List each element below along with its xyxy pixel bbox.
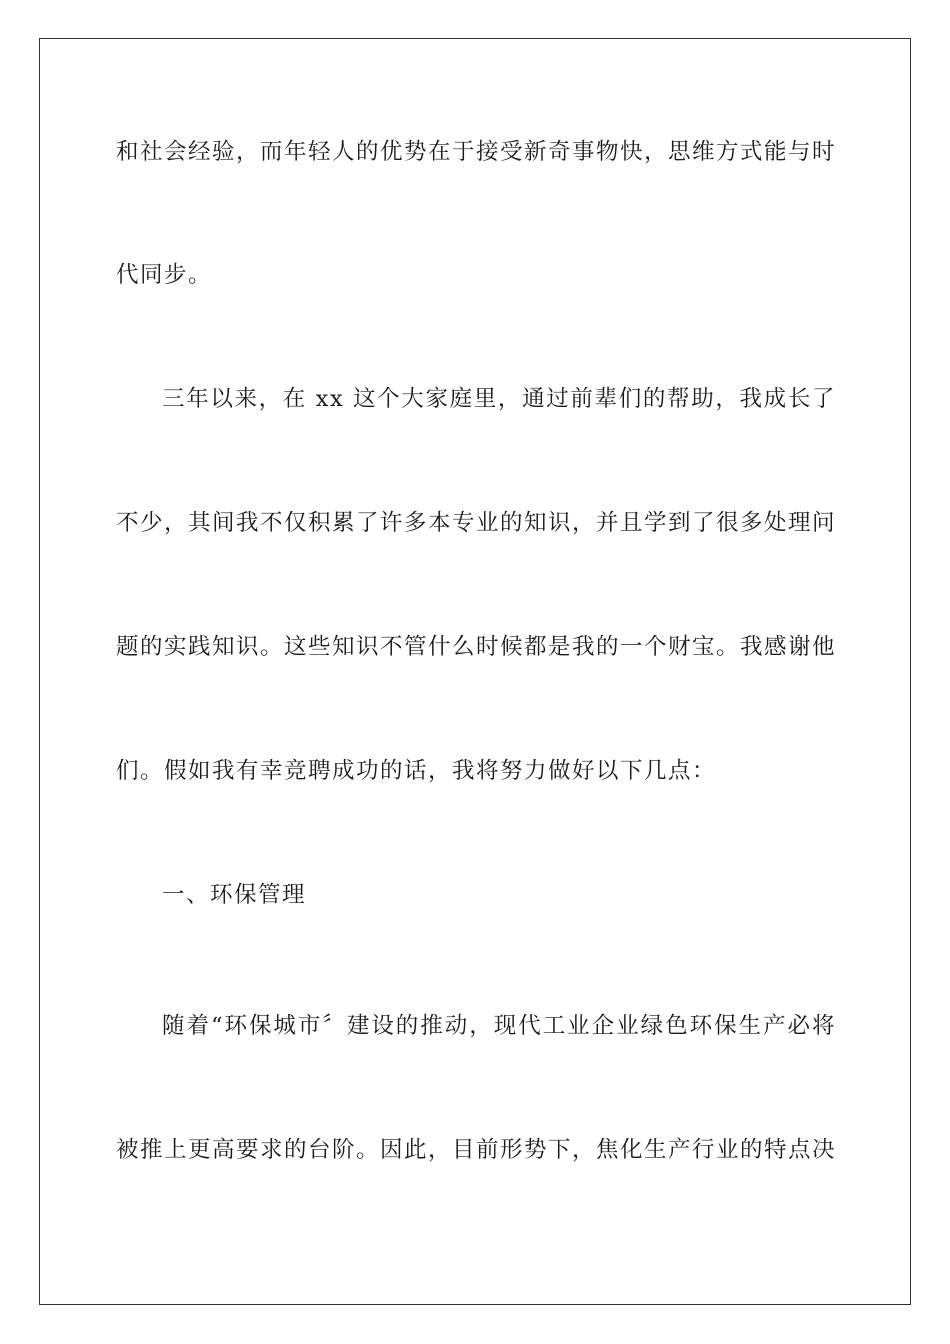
body-text-line: 和社会经验，而年轻人的优势在于接受新奇事物快，思维方式能与时: [116, 139, 836, 165]
section-heading: 一、环保管理: [162, 882, 307, 908]
body-text-line: 们。假如我有幸竞聘成功的话，我将努力做好以下几点：: [116, 758, 717, 784]
body-text-line: 随着“环保城市〞建设的推动，现代工业企业绿色环保生产必将: [162, 1013, 836, 1039]
body-text-line: 代同步。: [116, 262, 213, 288]
body-text-line: 不少，其间我不仅积累了许多本专业的知识，并且学到了很多处理问: [116, 510, 836, 536]
body-text-line: 题的实践知识。这些知识不管什么时候都是我的一个财宝。我感谢他: [116, 634, 836, 660]
body-text-line: 三年以来，在 xx 这个大家庭里，通过前辈们的帮助，我成长了: [162, 386, 836, 412]
page-border: [39, 38, 911, 1305]
body-text-line: 被推上更高要求的台阶。因此，目前形势下，焦化生产行业的特点决: [116, 1137, 836, 1163]
